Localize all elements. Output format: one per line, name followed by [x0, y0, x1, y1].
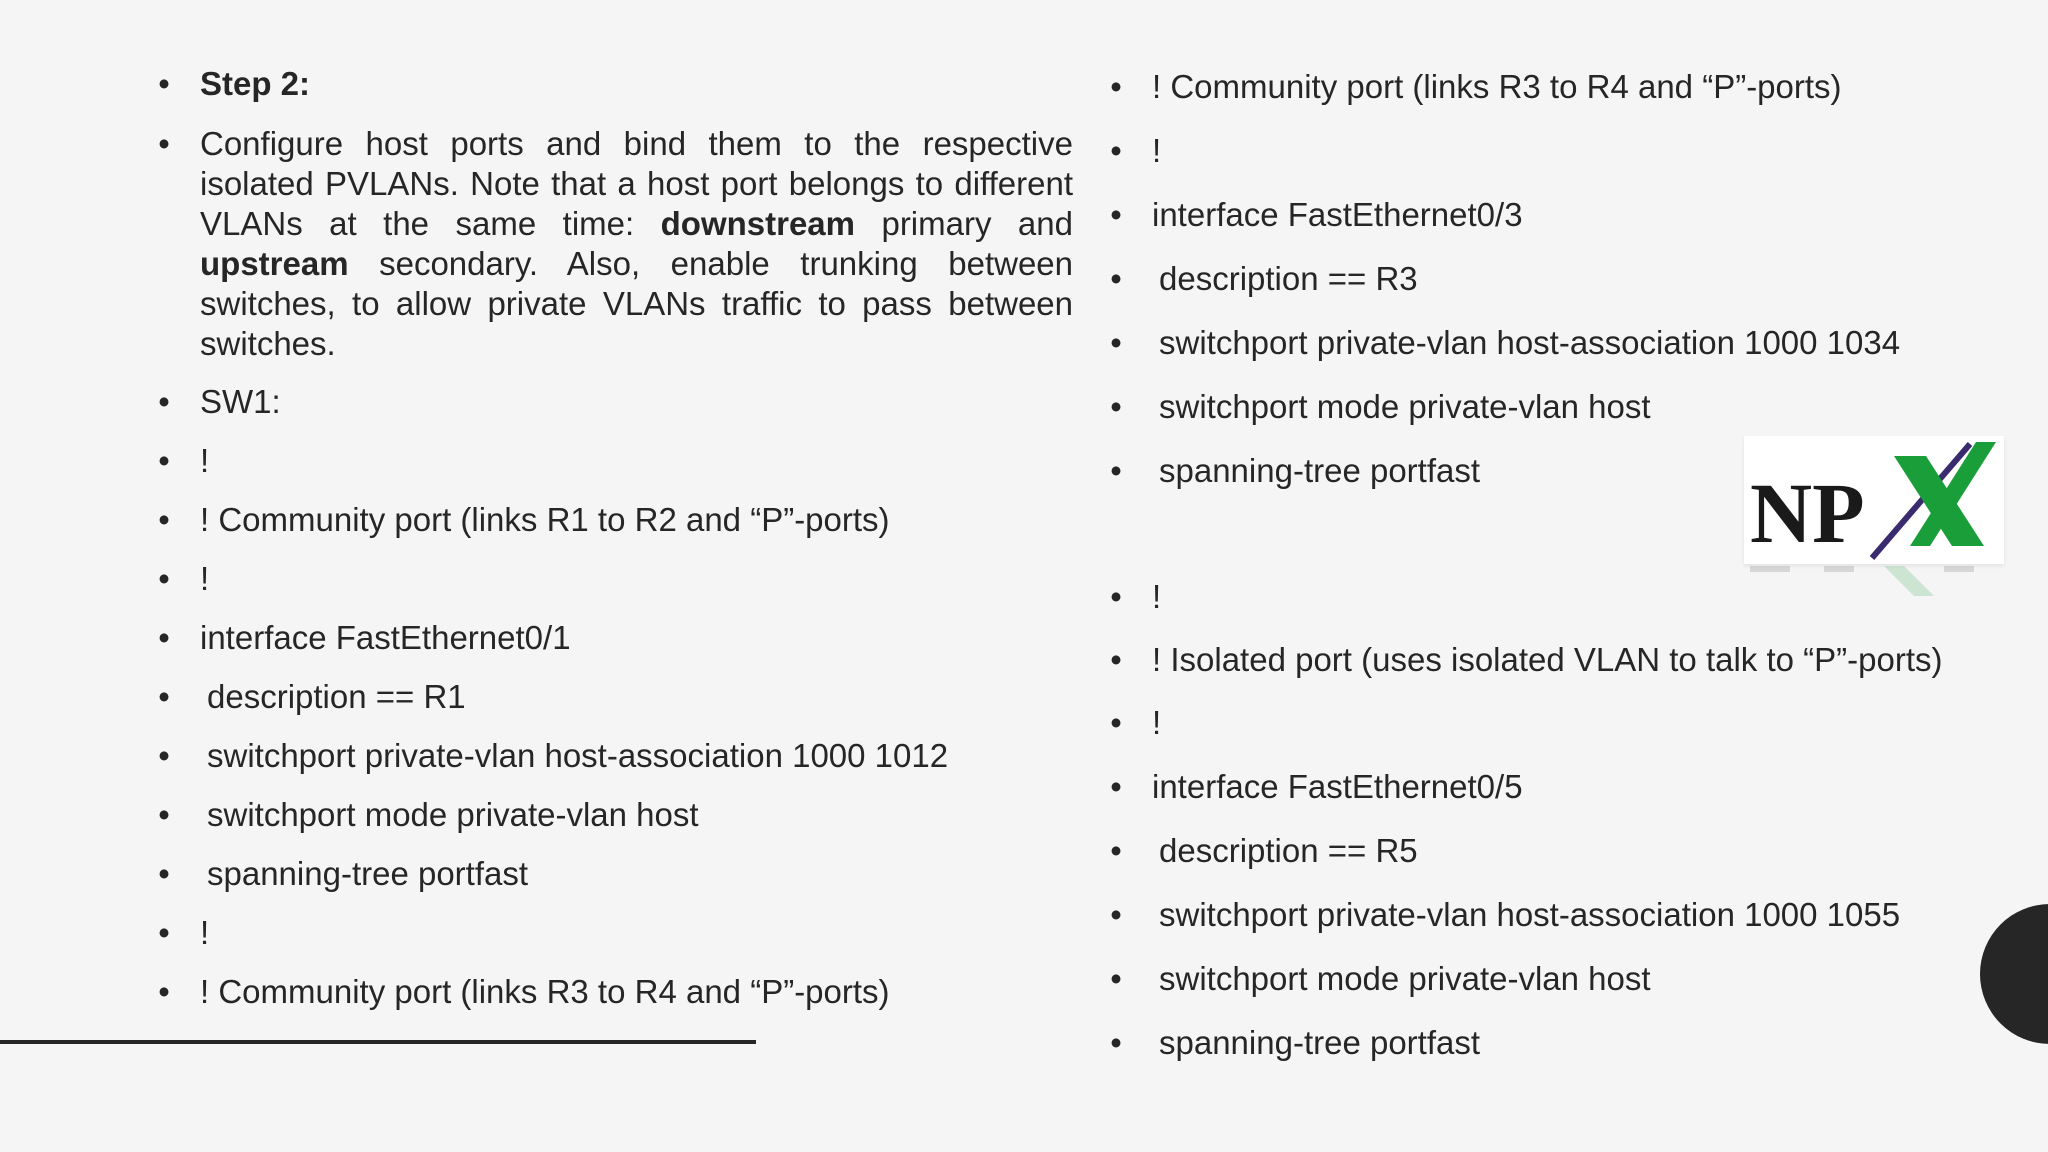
bullet-icon: • [158, 796, 170, 833]
list-item-text: switchport mode private-vlan host [1159, 960, 1651, 997]
bullet-icon: • [1110, 960, 1122, 997]
logo-reflection [1744, 566, 2004, 606]
bullet-icon: • [158, 914, 170, 951]
bullet-icon: • [1110, 196, 1122, 233]
logo-reflection-graphic [1744, 566, 2004, 606]
npx-logo-graphic [1744, 436, 2004, 564]
bullet-icon: • [158, 560, 170, 597]
bullet-icon: • [158, 501, 170, 538]
bullet-icon: • [158, 619, 170, 656]
list-item-text: ! [200, 914, 210, 951]
list-item-text: ! Community port (links R3 to R4 and “P”-ports) [1152, 68, 1842, 105]
list-item-text: ! [200, 560, 210, 597]
list-item-text: SW1: [200, 383, 281, 420]
bullet-icon: • [1110, 768, 1122, 805]
list-item-text: description == R1 [207, 678, 466, 715]
list-item-text: switchport private-vlan host-association 1000 1012 [207, 737, 949, 774]
list-item-text: spanning-tree portfast [207, 855, 529, 892]
instruction-text: Configure host ports and bind them to the respective isolated PVLANs. Note that a host port belongs to different VLANs at the same time: downstream primary and upstream secondary. Also, enable trunking between switches, to allow private VLANs traffic to pass between switches. [200, 125, 1073, 362]
horizontal-divider [0, 1040, 756, 1044]
list-item-text: interface FastEthernet0/5 [1152, 768, 1523, 805]
list-item-text: ! Isolated port (uses isolated VLAN to talk to “P”-ports) [1152, 641, 1943, 678]
bullet-icon: • [1110, 132, 1122, 169]
list-item-text: spanning-tree portfast [1159, 452, 1481, 489]
bullet-icon: • [158, 737, 170, 774]
bullet-icon: • [158, 125, 170, 162]
emphasis-downstream: downstream [660, 205, 855, 242]
list-item-text: ! Community port (links R1 to R2 and “P”-ports) [200, 501, 890, 538]
step-title: Step 2: [200, 65, 311, 102]
list-item-text: ! [1152, 578, 1162, 615]
bullet-icon: • [1110, 641, 1122, 678]
list-item-text: ! Community port (links R3 to R4 and “P”-ports) [200, 973, 890, 1010]
list-item-text: description == R5 [1159, 832, 1418, 869]
list-item-text: interface FastEthernet0/1 [200, 619, 571, 656]
bullet-icon: • [158, 678, 170, 715]
bullet-icon: • [1110, 68, 1122, 105]
bullet-icon: • [158, 973, 170, 1010]
list-item-text: switchport private-vlan host-association 1000 1055 [1159, 896, 1901, 933]
bullet-icon: • [1110, 578, 1122, 615]
logo-np-text: NP [1750, 465, 1865, 561]
bullet-icon: • [1110, 704, 1122, 741]
list-item-text: description == R3 [1159, 260, 1418, 297]
list-item-text: ! [1152, 704, 1162, 741]
list-item-text: switchport mode private-vlan host [207, 796, 699, 833]
bullet-icon: • [158, 383, 170, 420]
bullet-icon: • [158, 442, 170, 479]
list-item-text: spanning-tree portfast [1159, 1024, 1481, 1061]
bullet-icon: • [158, 65, 170, 102]
npx-logo [1744, 436, 2004, 564]
list-item-text: switchport private-vlan host-association 1000 1034 [1159, 324, 1901, 361]
bullet-icon: • [1110, 324, 1122, 361]
list-item-text: switchport mode private-vlan host [1159, 388, 1651, 425]
list-item-text: ! [200, 442, 210, 479]
bullet-icon: • [1110, 1024, 1122, 1061]
list-item-text: ! [1152, 132, 1162, 169]
bullet-icon: • [1110, 260, 1122, 297]
bullet-icon: • [158, 855, 170, 892]
bullet-icon: • [1110, 832, 1122, 869]
list-item-text: interface FastEthernet0/3 [1152, 196, 1523, 233]
bullet-icon: • [1110, 452, 1122, 489]
bullet-icon: • [1110, 896, 1122, 933]
bullet-icon: • [1110, 388, 1122, 425]
emphasis-upstream: upstream [200, 245, 349, 282]
decorative-circle [1980, 904, 2048, 1044]
